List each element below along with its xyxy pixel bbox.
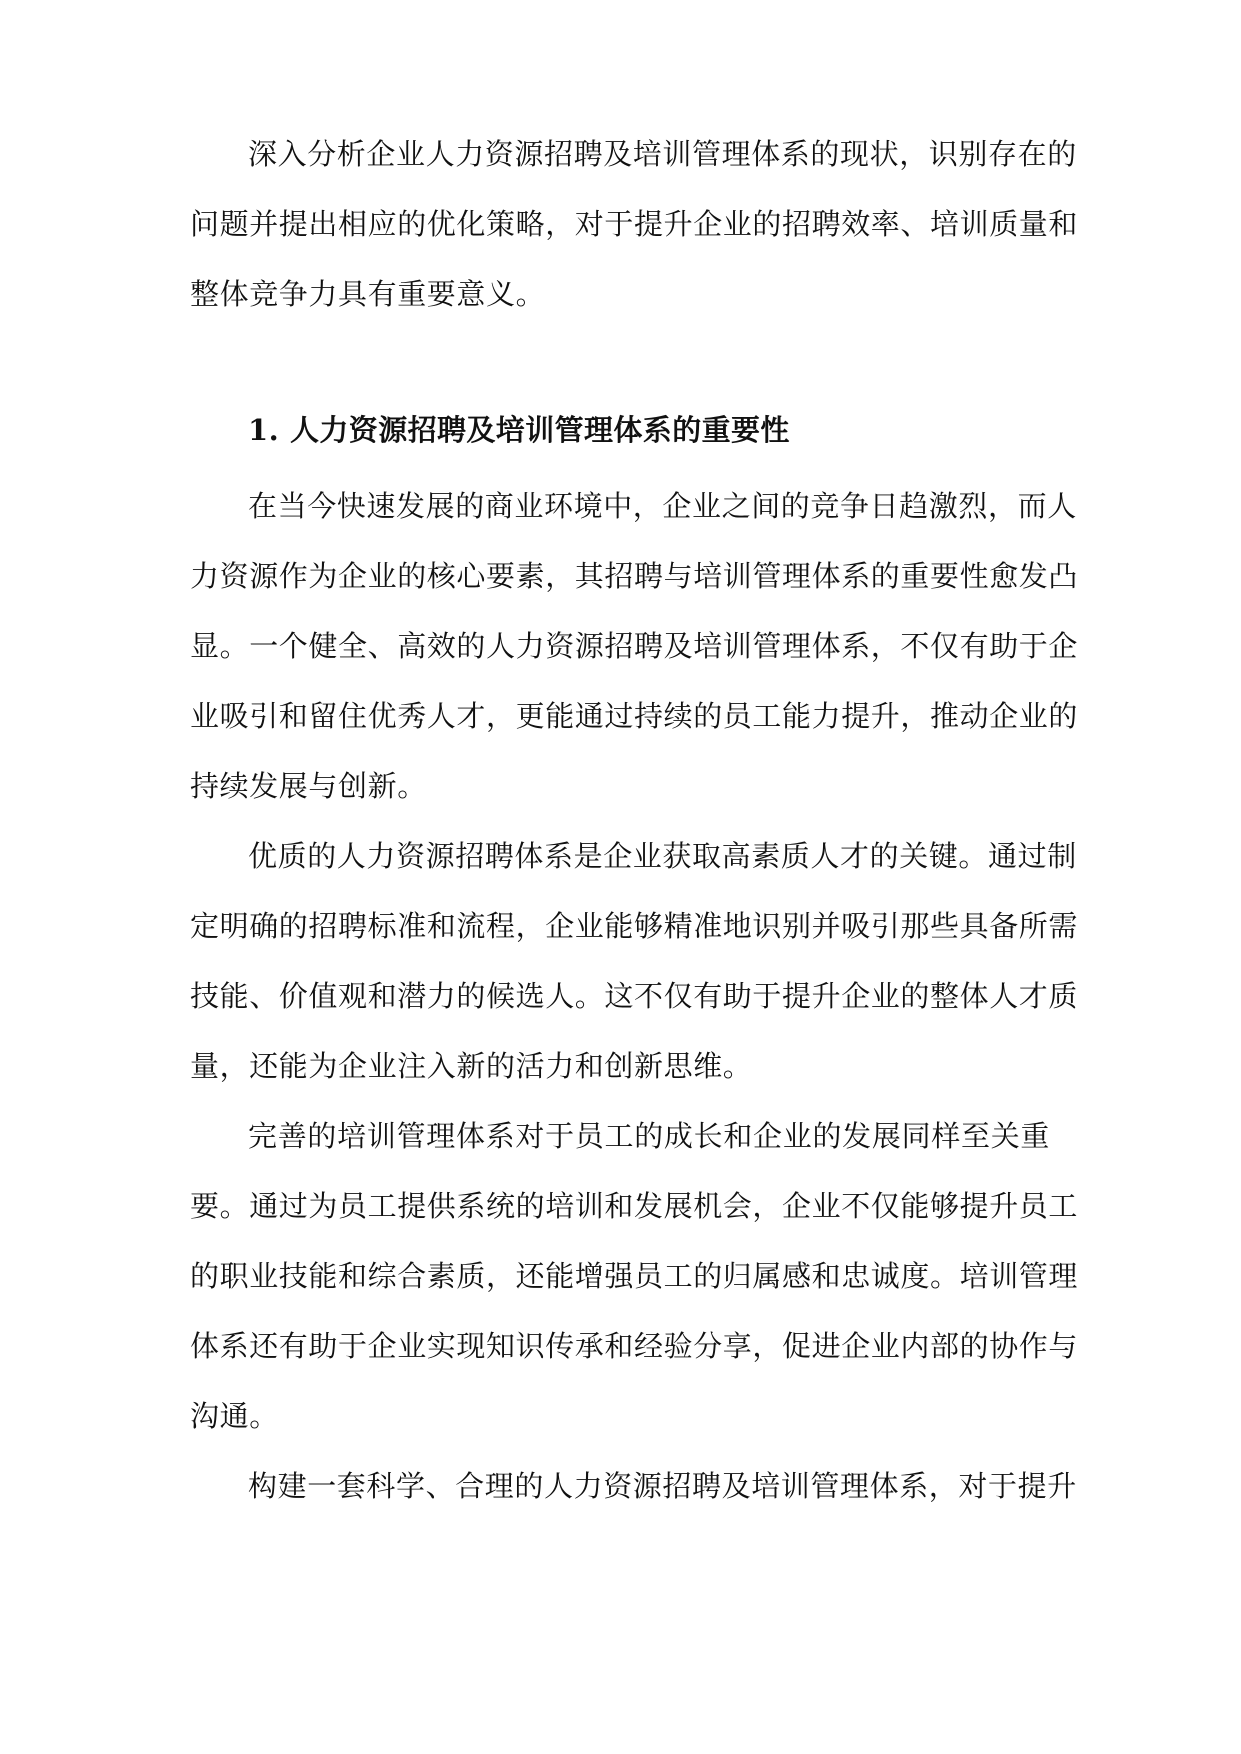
text-line: 体系还有助于企业实现知识传承和经验分享，促进企业内部的协作与 (190, 1329, 1079, 1363)
text-line: 技能、价值观和潜力的候选人。这不仅有助于提升企业的整体人才质 (190, 979, 1079, 1013)
text-line: 整体竞争力具有重要意义。 (190, 277, 546, 311)
text-line: 优质的人力资源招聘体系是企业获取高素质人才的关键。通过制 (248, 839, 1077, 873)
text-line: 量，还能为企业注入新的活力和创新思维。 (190, 1049, 753, 1083)
text-line: 显。一个健全、高效的人力资源招聘及培训管理体系，不仅有助于企 (190, 629, 1079, 663)
section-number: 1. (248, 413, 280, 447)
text-line: 构建一套科学、合理的人力资源招聘及培训管理体系，对于提升 (248, 1469, 1077, 1503)
text-line: 完善的培训管理体系对于员工的成长和企业的发展同样至关重 (248, 1119, 1050, 1153)
text-line: 问题并提出相应的优化策略，对于提升企业的招聘效率、培训质量和 (190, 207, 1079, 241)
text-line: 定明确的招聘标准和流程，企业能够精准地识别并吸引那些具备所需 (190, 909, 1079, 943)
text-line: 的职业技能和综合素质，还能增强员工的归属感和忠诚度。培训管理 (190, 1259, 1079, 1293)
body-paragraph (190, 1114, 1079, 1444)
body-paragraph (190, 1464, 1077, 1514)
text-line: 深入分析企业人力资源招聘及培训管理体系的现状，识别存在的 (248, 137, 1077, 171)
body-paragraph (190, 484, 1079, 814)
section-heading (248, 408, 790, 452)
section-title: 人力资源招聘及培训管理体系的重要性 (290, 413, 790, 447)
body-paragraph (190, 834, 1079, 1094)
text-line: 力资源作为企业的核心要素，其招聘与培训管理体系的重要性愈发凸 (190, 559, 1079, 593)
text-line: 业吸引和留住优秀人才，更能通过持续的员工能力提升，推动企业的 (190, 699, 1079, 733)
text-line: 持续发展与创新。 (190, 769, 427, 803)
intro-paragraph (190, 132, 1079, 322)
text-line: 在当今快速发展的商业环境中，企业之间的竞争日趋激烈，而人 (248, 489, 1077, 523)
text-line: 要。通过为员工提供系统的培训和发展机会，企业不仅能够提升员工 (190, 1189, 1079, 1223)
text-line: 沟通。 (190, 1399, 279, 1433)
